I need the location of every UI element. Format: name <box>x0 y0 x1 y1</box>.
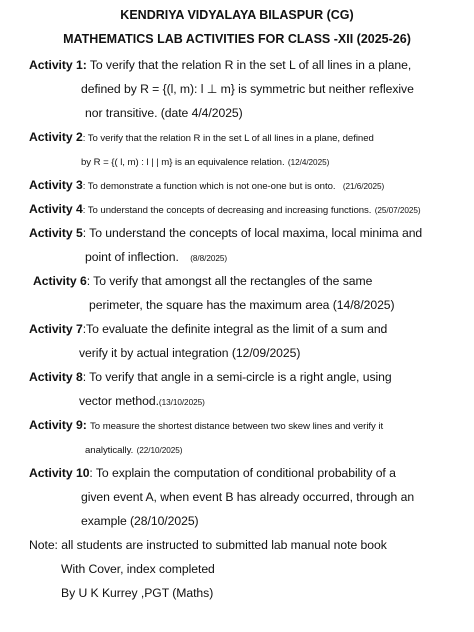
activity-4-date: (25/07/2025) <box>374 206 421 215</box>
activity-10-line-1 <box>29 466 396 480</box>
activity-2-text: : To verify that the relation R in the set L of all lines in a plane, defined <box>82 133 374 144</box>
activity-6-label: Activity 6 <box>33 274 87 288</box>
activity-1-line-1 <box>29 58 411 72</box>
activity-6-text: : To verify that amongst all the rectangles of the same <box>86 274 373 288</box>
activity-8-date: (13/10/2025) <box>158 398 205 407</box>
activity-2-line-2 <box>81 154 329 168</box>
activity-3-date: (21/6/2025) <box>342 182 385 191</box>
activity-9-line-2 <box>85 442 182 456</box>
activity-8-line-1 <box>29 370 392 384</box>
activity-7-line-1 <box>29 322 387 336</box>
activity-8-text: : To verify that angle in a semi-circle is a right angle, using <box>82 370 392 384</box>
activity-5-label: Activity 5 <box>29 226 83 240</box>
footer-line-2: With Cover, index completed <box>61 562 215 576</box>
activity-9-date: (22/10/2025) <box>136 446 183 455</box>
activity-10-line-3: example (28/10/2025) <box>81 514 199 528</box>
activity-3-line-1 <box>29 178 384 192</box>
document-title: MATHEMATICS LAB ACTIVITIES FOR CLASS -XII (2025-26) <box>63 32 411 46</box>
footer-author: By U K Kurrey ,PGT (Maths) <box>61 586 214 600</box>
activity-6-line-2: perimeter, the square has the maximum area (14/8/2025) <box>89 298 395 312</box>
activity-2-label: Activity 2 <box>29 130 83 144</box>
activity-10-line-2: given event A, when event B has already occurred, through an <box>81 490 415 504</box>
footer-note: Note: all students are instructed to submitted lab manual note book <box>29 538 387 552</box>
activity-3-label: Activity 3 <box>29 178 83 192</box>
activity-6-line-1 <box>33 274 372 288</box>
activity-1-line-2: defined by R = {(l, m): l ⊥ m} is symmetric but neither reflexive <box>81 82 414 96</box>
activity-10-label: Activity 10 <box>29 466 90 480</box>
activity-7-line-2: verify it by actual integration (12/09/2025) <box>79 346 301 360</box>
activity-9-line-1 <box>29 418 383 432</box>
activity-10-text: : To explain the computation of conditional probability of a <box>89 466 396 480</box>
activity-8-text-2: vector method. <box>79 394 159 408</box>
activity-5-date: (8/8/2025) <box>190 254 228 263</box>
activity-5-line-1 <box>29 226 422 240</box>
activity-5-text: : To understand the concepts of local maxima, local minima and <box>82 226 423 240</box>
activity-8-line-2 <box>79 394 205 408</box>
activity-5-line-2 <box>85 250 227 264</box>
activity-1-label: Activity 1: <box>29 58 87 72</box>
activity-2-text-2: by R = {( l, m) : l | | m} is an equivalence relation. <box>81 157 285 168</box>
activity-4-text: : To understand the concepts of decreasing and increasing functions. <box>82 205 372 216</box>
activity-9-text: To measure the shortest distance between two skew lines and verify it <box>90 421 384 432</box>
activity-4-line-1 <box>29 202 421 216</box>
activity-7-label: Activity 7 <box>29 322 83 336</box>
activity-7-text: :To evaluate the definite integral as the limit of a sum and <box>82 322 388 336</box>
activity-2-date: (12/4/2025) <box>287 158 330 167</box>
activity-1-text: To verify that the relation R in the set L of all lines in a plane, <box>89 58 412 72</box>
activity-2-line-1 <box>29 130 374 144</box>
activity-3-text: : To demonstrate a function which is not one-one but is onto. <box>82 181 336 192</box>
activity-4-label: Activity 4 <box>29 202 83 216</box>
activity-9-text-2: analytically. <box>85 445 134 456</box>
school-name: KENDRIYA VIDYALAYA BILASPUR (CG) <box>120 8 354 22</box>
activity-1-line-3: nor transitive. (date 4/4/2025) <box>85 106 243 120</box>
activity-8-label: Activity 8 <box>29 370 83 384</box>
activity-5-text-2: point of inflection. <box>85 250 179 264</box>
activity-9-label: Activity 9: <box>29 418 87 432</box>
